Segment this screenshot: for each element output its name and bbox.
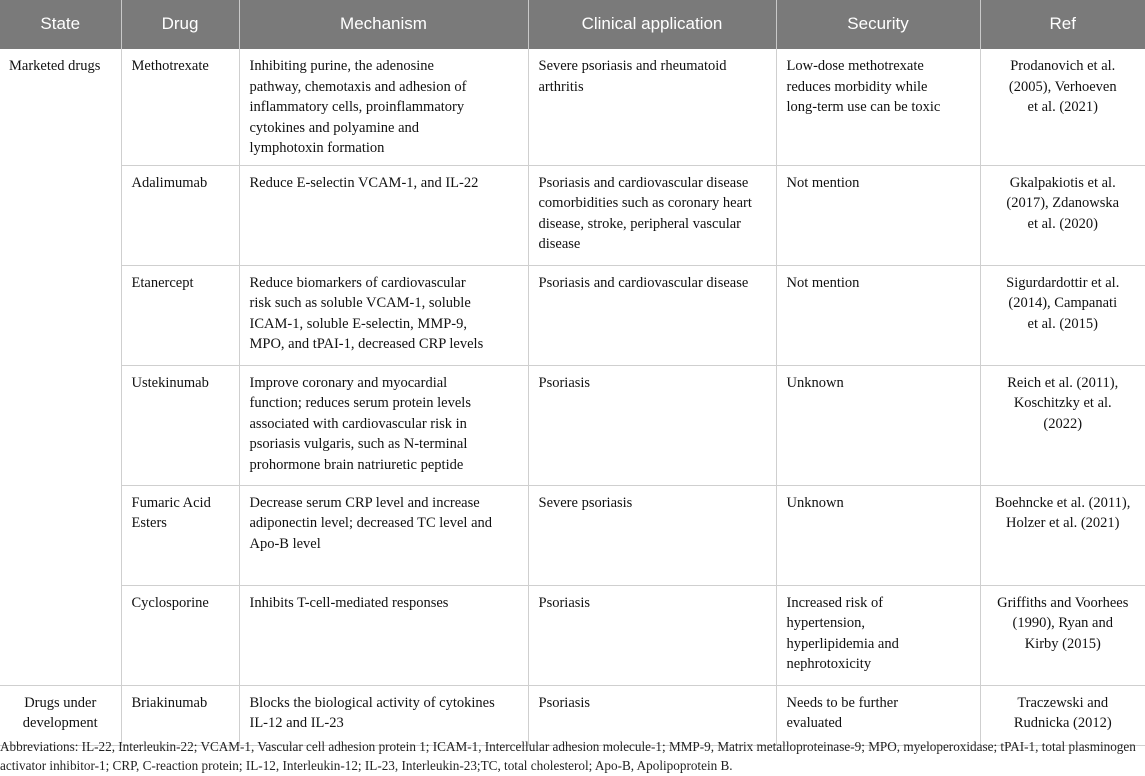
table-row — [0, 165, 1145, 265]
ref-cell: Griffiths and Voorhees (1990), Ryan and Kirby (2015) — [980, 585, 1145, 685]
security-cell: Not mention — [776, 165, 980, 265]
mechanism-cell: Reduce E-selectin VCAM-1, and IL-22 — [239, 165, 528, 265]
header-state: State — [0, 0, 121, 49]
clinical-cell: Psoriasis — [528, 685, 776, 745]
table-row — [0, 685, 1145, 745]
table-row — [0, 49, 1145, 165]
table-row — [0, 585, 1145, 685]
security-cell: Unknown — [776, 485, 980, 585]
ref-cell: Prodanovich et al. (2005), Verhoeven et al. (2021) — [980, 49, 1145, 165]
clinical-cell: Psoriasis — [528, 585, 776, 685]
table-row — [0, 485, 1145, 585]
security-cell: Needs to be further evaluated — [776, 685, 980, 745]
drug-cell: Adalimumab — [121, 165, 239, 265]
drug-cell: Briakinumab — [121, 685, 239, 745]
ref-cell: Boehncke et al. (2011), Holzer et al. (2021) — [980, 485, 1145, 585]
clinical-cell: Psoriasis and cardiovascular disease comorbidities such as coronary heart disease, stroke, peripheral vascular disease — [528, 165, 776, 265]
mechanism-cell: Reduce biomarkers of cardiovascular risk such as soluble VCAM-1, soluble ICAM-1, soluble E-selectin, MMP-9, MPO, and tPAI-1, decreased CRP levels — [239, 265, 528, 365]
ref-cell: Traczewski and Rudnicka (2012) — [980, 685, 1145, 745]
security-cell: Increased risk of hypertension, hyperlipidemia and nephrotoxicity — [776, 585, 980, 685]
state-cell-under-development: Drugs under development — [0, 685, 121, 745]
clinical-cell: Severe psoriasis and rheumatoid arthritis — [528, 49, 776, 165]
ref-cell: Reich et al. (2011), Koschitzky et al. (2022) — [980, 365, 1145, 485]
clinical-cell: Psoriasis — [528, 365, 776, 485]
drug-cell: Ustekinumab — [121, 365, 239, 485]
table-row — [0, 265, 1145, 365]
mechanism-cell: Inhibiting purine, the adenosine pathway, chemotaxis and adhesion of inflammatory cells, proinflammatory cytokines and polyamine and lymphotoxin formation — [239, 49, 528, 165]
security-cell: Low-dose methotrexate reduces morbidity while long-term use can be toxic — [776, 49, 980, 165]
security-cell: Unknown — [776, 365, 980, 485]
drug-cell: Fumaric Acid Esters — [121, 485, 239, 585]
header-ref: Ref — [980, 0, 1145, 49]
state-cell-marketed: Marketed drugs — [0, 49, 121, 685]
header-drug: Drug — [121, 0, 239, 49]
mechanism-cell: Inhibits T-cell-mediated responses — [239, 585, 528, 685]
abbreviations-footnote: Abbreviations: IL-22, Interleukin-22; VCAM-1, Vascular cell adhesion protein 1; ICAM-1, Intercellular adhesion molecule-1; MMP-9, Matrix metalloproteinase-9; MPO, myeloperoxidase; tPAI-1, total plasminogen activator inhibitor-1; CRP, C-reaction protein; IL-12, Interleukin-12; IL-23, Interleukin-23;TC, total cholesterol; Apo-B, Apolipoprotein B. — [0, 739, 1136, 773]
clinical-cell: Severe psoriasis — [528, 485, 776, 585]
clinical-cell: Psoriasis and cardiovascular disease — [528, 265, 776, 365]
drug-cell: Methotrexate — [121, 49, 239, 165]
drug-cell: Etanercept — [121, 265, 239, 365]
security-cell: Not mention — [776, 265, 980, 365]
table-row — [0, 365, 1145, 485]
header-security: Security — [776, 0, 980, 49]
drug-cell: Cyclosporine — [121, 585, 239, 685]
mechanism-cell: Blocks the biological activity of cytokines IL-12 and IL-23 — [239, 685, 528, 745]
ref-cell: Sigurdardottir et al. (2014), Campanati et al. (2015) — [980, 265, 1145, 365]
ref-cell: Gkalpakiotis et al. (2017), Zdanowska et al. (2020) — [980, 165, 1145, 265]
header-row — [0, 0, 1145, 49]
mechanism-cell: Decrease serum CRP level and increase adiponectin level; decreased TC level and Apo-B level — [239, 485, 528, 585]
header-mechanism: Mechanism — [239, 0, 528, 49]
header-clinical-application: Clinical application — [528, 0, 776, 49]
mechanism-cell: Improve coronary and myocardial function; reduces serum protein levels associated with cardiovascular risk in psoriasis vulgaris, such as N-terminal prohormone brain natriuretic peptide — [239, 365, 528, 485]
